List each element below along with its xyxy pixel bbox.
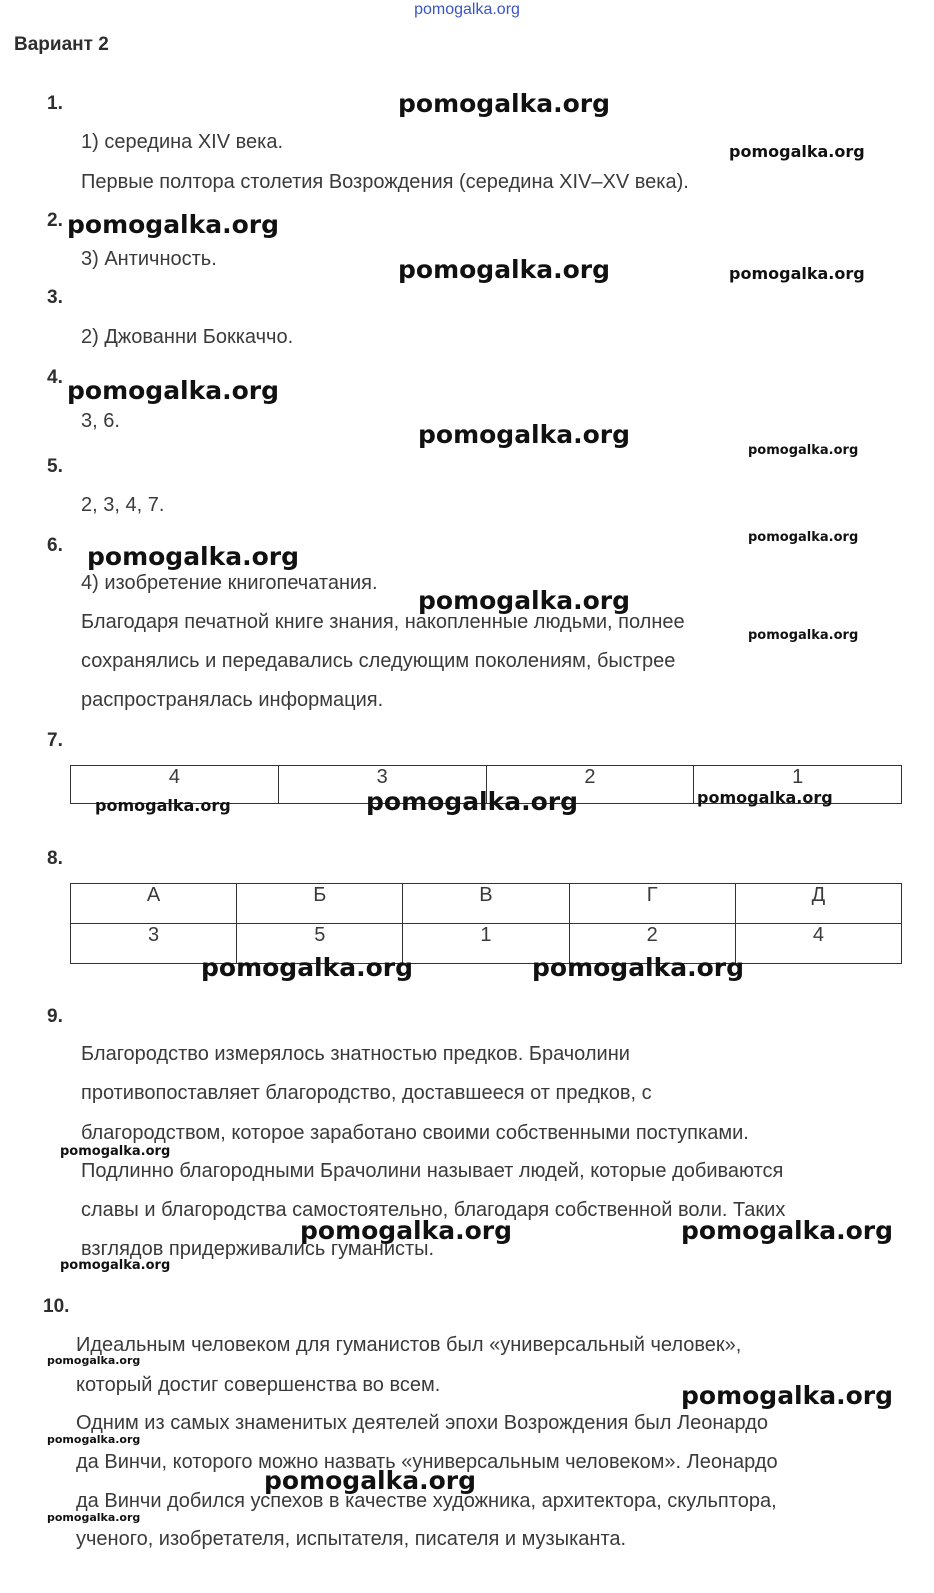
answer-line: 4) изобретение книгопечатания. xyxy=(81,572,378,594)
table-cell: 4 xyxy=(71,766,279,804)
table-cell: 3 xyxy=(278,766,486,804)
table-header-cell: А xyxy=(71,884,237,924)
answer-line: славы и благородства самостоятельно, благодаря собственной воли. Таких xyxy=(81,1199,786,1221)
answer-line: 2, 3, 4, 7. xyxy=(81,494,165,516)
table-cell: 1 xyxy=(403,924,569,964)
table-header-cell: Д xyxy=(735,884,901,924)
watermark: pomogalka.org xyxy=(201,953,414,982)
answer-line: который достиг совершенства во всем. xyxy=(76,1374,441,1396)
watermark: pomogalka.org xyxy=(47,1511,141,1524)
table-header-cell: Г xyxy=(569,884,735,924)
watermark: pomogalka.org xyxy=(748,443,859,458)
watermark: pomogalka.org xyxy=(47,1354,141,1367)
answer-line: Первые полтора столетия Возрождения (середина XIV–XV века). xyxy=(81,171,689,193)
page-title: Вариант 2 xyxy=(14,34,109,55)
answer-line: сохранялись и передавались следующим поколениям, быстрее xyxy=(81,650,676,672)
table-header-cell: Б xyxy=(237,884,403,924)
answer-line: 2) Джованни Боккаччо. xyxy=(81,326,294,348)
answer-line: Подлинно благородными Брачолини называет людей, которые добиваются xyxy=(81,1160,784,1182)
answer-line: да Винчи добился успехов в качестве художника, архитектора, скульптора, xyxy=(76,1490,777,1512)
watermark: pomogalka.org xyxy=(87,542,300,571)
answer-line: распространялась информация. xyxy=(81,689,384,711)
table-header-cell: В xyxy=(403,884,569,924)
answer-line: Одним из самых знаменитых деятелей эпохи Возрождения был Леонардо xyxy=(76,1412,768,1434)
answer-line: взглядов придерживались гуманисты. xyxy=(81,1238,435,1260)
watermark: pomogalka.org xyxy=(67,376,280,405)
watermark: pomogalka.org xyxy=(95,796,231,815)
question-number: 5. xyxy=(47,456,63,477)
answer-line: Благодаря печатной книге знания, накопленные людьми, полнее xyxy=(81,611,685,633)
answer-line: благородством, которое заработано своими собственными поступками. xyxy=(81,1122,749,1144)
watermark: pomogalka.org xyxy=(60,1258,171,1273)
watermark: pomogalka.org xyxy=(67,210,280,239)
table-cell: 5 xyxy=(237,924,403,964)
table-cell: 4 xyxy=(735,924,901,964)
watermark: pomogalka.org xyxy=(697,788,833,807)
answer-line: да Винчи, которого можно назвать «универсальным человеком». Леонардо xyxy=(76,1451,778,1473)
watermark: pomogalka.org xyxy=(418,420,631,449)
question-number: 1. xyxy=(47,93,63,114)
site-link[interactable]: pomogalka.org xyxy=(414,1,520,18)
answer-line: 1) середина XIV века. xyxy=(81,131,284,153)
question-number: 10. xyxy=(43,1296,70,1317)
question-number: 3. xyxy=(47,287,63,308)
watermark: pomogalka.org xyxy=(398,89,611,118)
answer-line: Благородство измерялось знатностью предков. Брачолини xyxy=(81,1043,630,1065)
watermark: pomogalka.org xyxy=(748,530,859,545)
watermark: pomogalka.org xyxy=(398,255,611,284)
question-number: 8. xyxy=(47,848,63,869)
watermark: pomogalka.org xyxy=(729,264,865,283)
answer-line: противопоставляет благородство, доставшееся от предков, с xyxy=(81,1082,652,1104)
answer-line: 3, 6. xyxy=(81,410,120,432)
watermark: pomogalka.org xyxy=(748,628,859,643)
table-cell: 1 xyxy=(694,766,902,804)
watermark: pomogalka.org xyxy=(681,1216,894,1245)
watermark: pomogalka.org xyxy=(300,1216,513,1245)
question-number: 2. xyxy=(47,210,63,231)
watermark: pomogalka.org xyxy=(532,953,745,982)
question-number: 6. xyxy=(47,535,63,556)
watermark: pomogalka.org xyxy=(366,787,579,816)
answer-table-8 xyxy=(70,883,902,964)
answer-line: ученого, изобретателя, испытателя, писателя и музыканта. xyxy=(76,1528,627,1550)
answer-line: Идеальным человеком для гуманистов был «универсальный человек», xyxy=(76,1334,742,1356)
answer-line: 3) Античность. xyxy=(81,248,217,270)
table-cell: 2 xyxy=(486,766,694,804)
watermark: pomogalka.org xyxy=(418,586,631,615)
table-cell: 2 xyxy=(569,924,735,964)
question-number: 4. xyxy=(47,367,63,388)
table-cell: 3 xyxy=(71,924,237,964)
watermark: pomogalka.org xyxy=(729,142,865,161)
question-number: 7. xyxy=(47,730,63,751)
watermark: pomogalka.org xyxy=(681,1381,894,1410)
question-number: 9. xyxy=(47,1006,63,1027)
watermark: pomogalka.org xyxy=(264,1466,477,1495)
watermark: pomogalka.org xyxy=(47,1433,141,1446)
watermark: pomogalka.org xyxy=(60,1144,171,1159)
